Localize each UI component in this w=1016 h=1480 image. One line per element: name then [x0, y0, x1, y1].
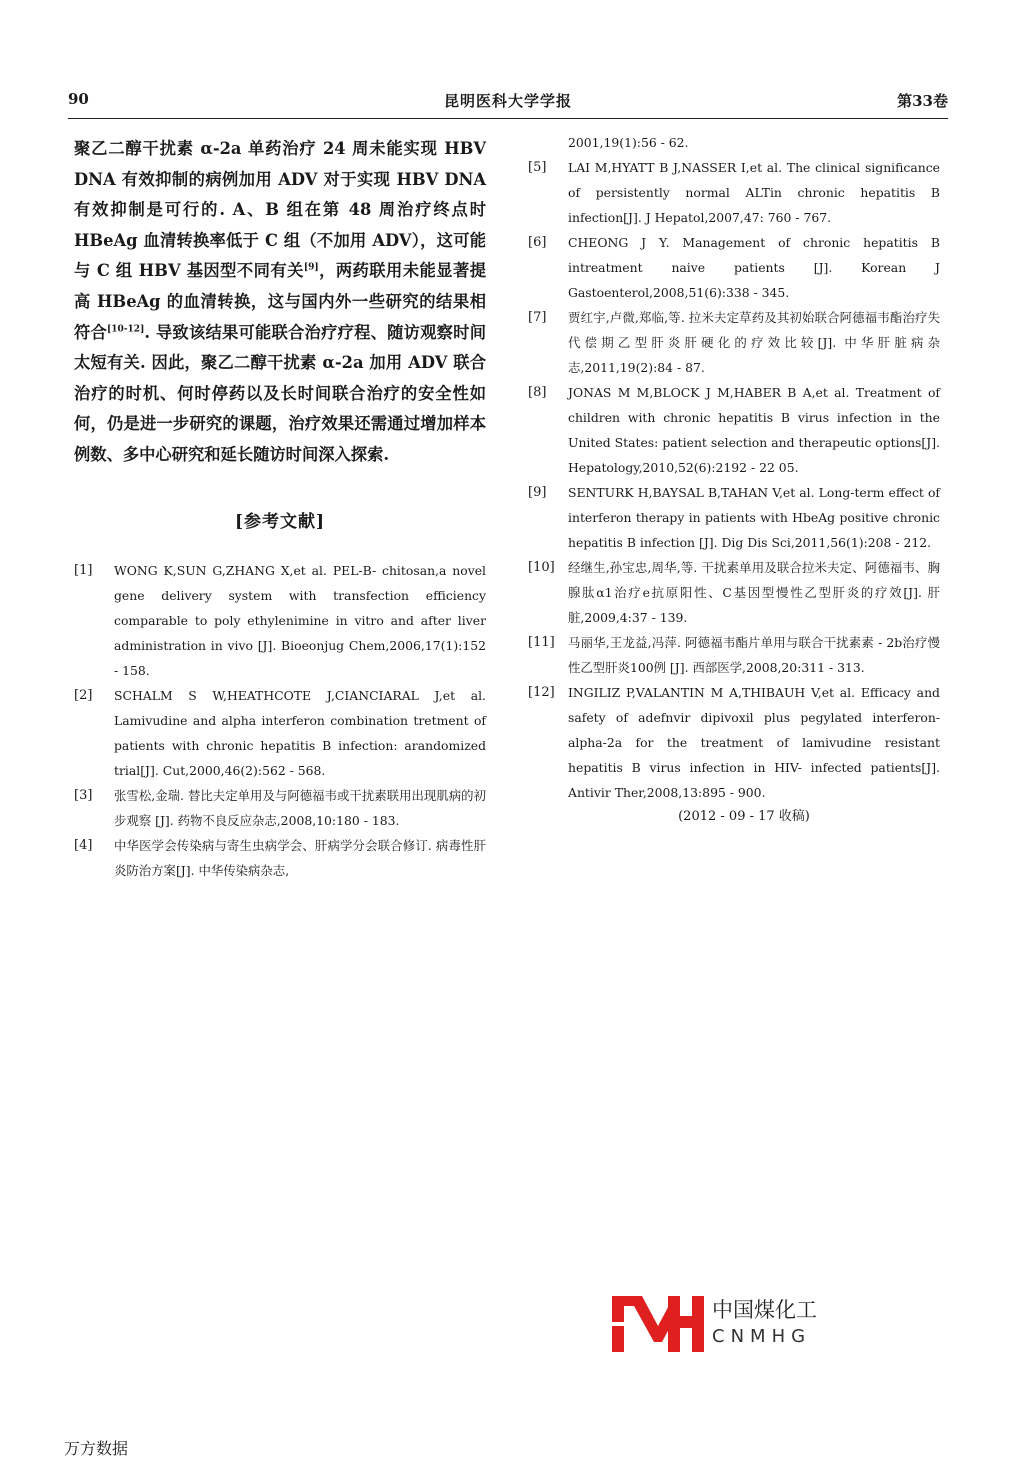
reference-number: [4]: [74, 837, 93, 853]
reference-item: [528, 155, 940, 230]
citation[interactable]: [9]: [303, 262, 319, 273]
reference-item: [74, 783, 486, 833]
reference-number: [6]: [528, 235, 547, 250]
reference-number: [10]: [528, 560, 555, 575]
citation[interactable]: [10-12]: [107, 324, 145, 335]
reference-item: [528, 630, 940, 680]
reference-number: [7]: [528, 310, 547, 325]
reference-number: [8]: [528, 385, 547, 400]
reference-text: CHEONG J Y. Management of chronic hepatitis B intreatment naive patients [J]. Korean J Gastoenterol,2008,51(6):338 - 345.: [568, 235, 940, 300]
reference-item: [528, 555, 940, 630]
received-date: (2012 - 09 - 17 收稿): [678, 809, 810, 824]
reference-item: [528, 480, 940, 555]
reference-text: 张雪松,金瑞. 替比夫定单用及与阿德福韦或干扰素联用出现肌病的初步观察 [J]. 药物不良反应杂志,2008,10:180 - 183.: [114, 787, 486, 828]
reference-item: [74, 558, 486, 683]
cnmhg-logo-icon: [612, 1292, 704, 1354]
reference-item: [528, 680, 940, 805]
page-number: 90: [68, 90, 89, 108]
right-column: [528, 130, 940, 829]
reference-item: [528, 305, 940, 380]
volume-label: 第33卷: [897, 92, 948, 110]
reference-text: INGILIZ P,VALANTIN M A,THIBAUH V,et al. Efficacy and safety of adefnvir dipivoxil plus pegylated interferon-alpha-2a for the treatment of lamivudine resistant hepatitis B virus infection in HIV- infected patients[J]. Antivir Ther,2008,13:895 - 900.: [568, 685, 940, 800]
journal-title: 昆明医科大学学报: [443, 92, 572, 110]
reference-text: 贾红宇,卢微,郑临,等. 拉米夫定草药及其初始联合阿德福韦酯治疗失代偿期乙型肝炎肝硬化的疗效比较[J]. 中华肝脏病杂志,2011,19(2):84 - 87.: [568, 310, 940, 375]
reference-number: [9]: [528, 485, 547, 500]
reference-text: JONAS M M,BLOCK J M,HABER B A,et al. Treatment of children with chronic hepatitis B virus infection in the United States: patient selection and therapeutic options[J]. Hepatology,2010,52(6):2192 - 22 05.: [568, 385, 940, 475]
watermark-logo: [612, 1292, 832, 1356]
reference-text: LAI M,HYATT B J,NASSER I,et al. The clinical significance of persistently normal ALTin chronic hepatitis B infection[J]. J Hepatol,2007,47: 760 - 767.: [568, 160, 940, 225]
body-paragraph: 聚乙二醇干扰素 α-2a 单药治疗 24 周未能实现 HBV DNA 有效抑制的病例加用 ADV 对于实现 HBV DNA 有效抑制是可行的. A、B 组在第 48 周治疗终点时 HBeAg 血清转换率低于 C 组（不加用 ADV），这可能与 C 组 HBV 基因型不同有关[9]，两药联用未能显著提高 HBeAg 的血清转换，这与国内外一些研究的结果相符合[10-12]. 导致该结果可能联合治疗疗程、随访观察时间太短有关. 因此，聚乙二醇干扰素 α-2a 加用 ADV 联合治疗的时机、何时停药以及长时间联合治疗的安全性如何，仍是进一步研究的课题，治疗效果还需通过增加样本例数、多中心研究和延长随访时间深入探索.: [74, 139, 486, 464]
reference-number: [11]: [528, 635, 555, 650]
reference-text: 中华医学会传染病与寄生虫病学会、肝病学分会联合修订. 病毒性肝炎防治方案[J]. 中华传染病杂志,: [114, 837, 486, 878]
reference-text: SENTURK H,BAYSAL B,TAHAN V,et al. Long-term effect of interferon therapy in patients with HbeAg positive chronic hepatitis B infection [J]. Dig Dis Sci,2011,56(1):208 - 212.: [568, 485, 940, 550]
footer-source: 万方数据: [64, 1439, 129, 1458]
reference-item: [74, 683, 486, 783]
reference-continuation: [528, 130, 940, 155]
logo-text-en: CNMHG: [712, 1326, 812, 1347]
reference-text: 2001,19(1):56 - 62.: [568, 135, 689, 150]
reference-number: [1]: [74, 562, 93, 578]
reference-list-left: [74, 558, 486, 883]
reference-text: WONG K,SUN G,ZHANG X,et al. PEL-B- chitosan,a novel gene delivery system with transfection efficiency comparable to poly ethylenimine in vitro and after liver administration in vivo [J]. Bioeonjug Chem,2006,17(1):152 - 158.: [114, 562, 486, 678]
reference-number: [12]: [528, 685, 555, 700]
reference-item: [528, 380, 940, 480]
logo-text-cn: 中国煤化工: [712, 1298, 817, 1322]
reference-text: 马丽华,王龙益,冯萍. 阿德福韦酯片单用与联合干扰素素 - 2b治疗慢性乙型肝炎100例 [J]. 西部医学,2008,20:311 - 313.: [568, 635, 940, 675]
left-column: [74, 134, 486, 883]
reference-text: SCHALM S W,HEATHCOTE J,CIANCIARAL J,et al. Lamivudine and alpha interferon combination tretment of patients with chronic hepatitis B infection: arandomized trial[J]. Cut,2000,46(2):562 - 568.: [114, 687, 486, 778]
reference-number: [2]: [74, 687, 93, 703]
reference-number: [3]: [74, 787, 93, 803]
reference-text: 经继生,孙宝忠,周华,等. 干扰素单用及联合拉米夫定、阿德福韦、胸腺肽α1治疗e抗原阳性、C基因型慢性乙型肝炎的疗效[J]. 肝脏,2009,4:37 - 139.: [568, 560, 940, 625]
reference-item: [528, 230, 940, 305]
reference-number: [5]: [528, 160, 547, 175]
references-heading: [参考文献]: [234, 511, 326, 532]
running-header: [68, 88, 948, 119]
reference-item: [74, 833, 486, 883]
